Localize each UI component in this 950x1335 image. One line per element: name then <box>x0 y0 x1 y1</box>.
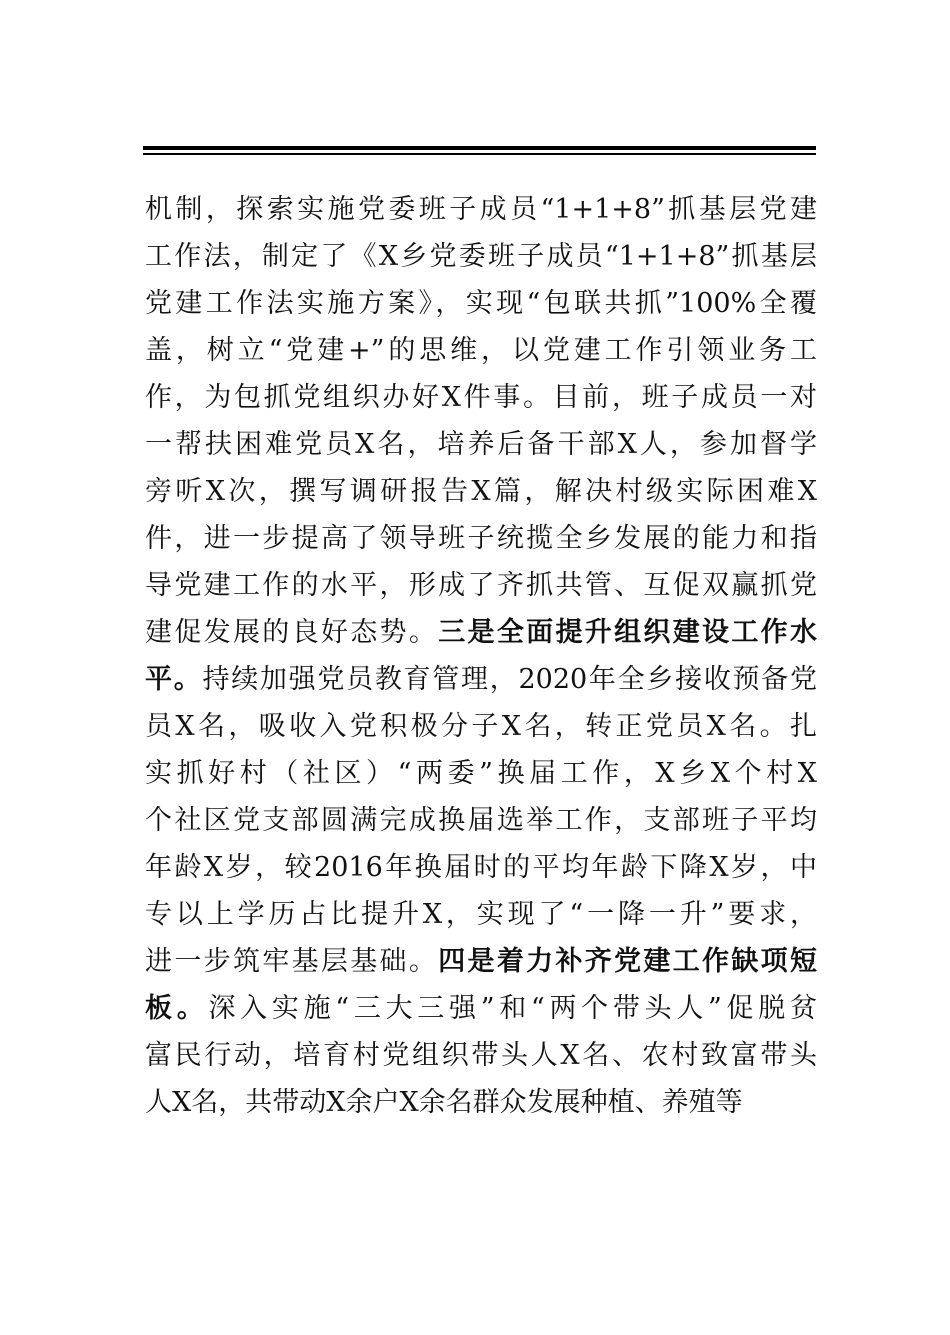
text-run: 专以上学历占比提升X，实现了“一降一升”要求， <box>145 899 817 930</box>
text-line <box>145 515 817 562</box>
text-line <box>145 844 817 891</box>
bold-heading-run: 三是全面提升组织建设工作水 <box>438 617 818 648</box>
body-paragraph <box>145 186 817 1126</box>
text-run: 一帮扶困难党员X名，培养后备干部X人，参加督学 <box>145 429 817 460</box>
text-line <box>145 891 817 938</box>
text-line <box>145 562 817 609</box>
text-line <box>145 327 817 374</box>
bold-heading-run: 板。 <box>145 993 209 1024</box>
header-rule-thin <box>143 153 816 155</box>
text-run: 个社区党支部圆满完成换届选举工作，支部班子平均 <box>145 805 817 836</box>
text-line <box>145 985 817 1032</box>
text-run: 工作法，制定了《X乡党委班子成员“1+1+8”抓基层 <box>145 241 817 272</box>
text-run: 建促发展的良好态势。 <box>145 617 439 648</box>
text-line <box>145 1032 817 1079</box>
text-run: 持续加强党员教育管理，2020年全乡接收预备党 <box>202 664 818 695</box>
text-line <box>145 703 817 750</box>
text-line <box>145 938 817 985</box>
text-run: 导党建工作的水平，形成了齐抓共管、互促双赢抓党 <box>145 570 817 601</box>
text-line <box>145 280 817 327</box>
bold-heading-run: 四是着力补齐党建工作缺项短 <box>438 946 818 977</box>
header-rule-thick <box>143 146 816 150</box>
text-line <box>145 797 817 844</box>
text-line <box>145 609 817 656</box>
text-line <box>145 750 817 797</box>
text-run: 员X名，吸收入党积极分子X名，转正党员X名。扎 <box>145 711 817 742</box>
text-line <box>145 374 817 421</box>
text-run: 年龄X岁，较2016年换届时的平均年龄下降X岁，中 <box>145 852 817 883</box>
text-line <box>145 421 817 468</box>
text-line <box>145 656 817 703</box>
text-run: 件，进一步提高了领导班子统揽全乡发展的能力和指 <box>145 523 817 554</box>
bold-heading-run: 平。 <box>145 664 203 695</box>
text-run: 人X名，共带动X余户X余名群众发展种植、养殖等 <box>145 1087 743 1118</box>
text-line <box>145 233 817 280</box>
text-run: 实抓好村（社区）“两委”换届工作，X乡X个村X <box>145 758 817 789</box>
text-run: 机制，探索实施党委班子成员“1+1+8”抓基层党建 <box>145 194 817 225</box>
text-run: 作，为包抓党组织办好X件事。目前，班子成员一对 <box>145 382 817 413</box>
text-line <box>145 1079 817 1126</box>
text-run: 深入实施“三大三强”和“两个带头人”促脱贫 <box>208 993 817 1024</box>
text-run: 盖，树立“党建+”的思维，以党建工作引领业务工 <box>145 335 817 366</box>
text-line <box>145 186 817 233</box>
text-run: 富民行动，培育村党组织带头人X名、农村致富带头 <box>145 1040 817 1071</box>
text-run: 党建工作法实施方案》，实现“包联共抓”100%全覆 <box>145 288 817 319</box>
text-run: 进一步筑牢基层基础。 <box>145 946 439 977</box>
text-run: 旁听X次，撰写调研报告X篇，解决村级实际困难X <box>145 476 817 507</box>
text-line <box>145 468 817 515</box>
